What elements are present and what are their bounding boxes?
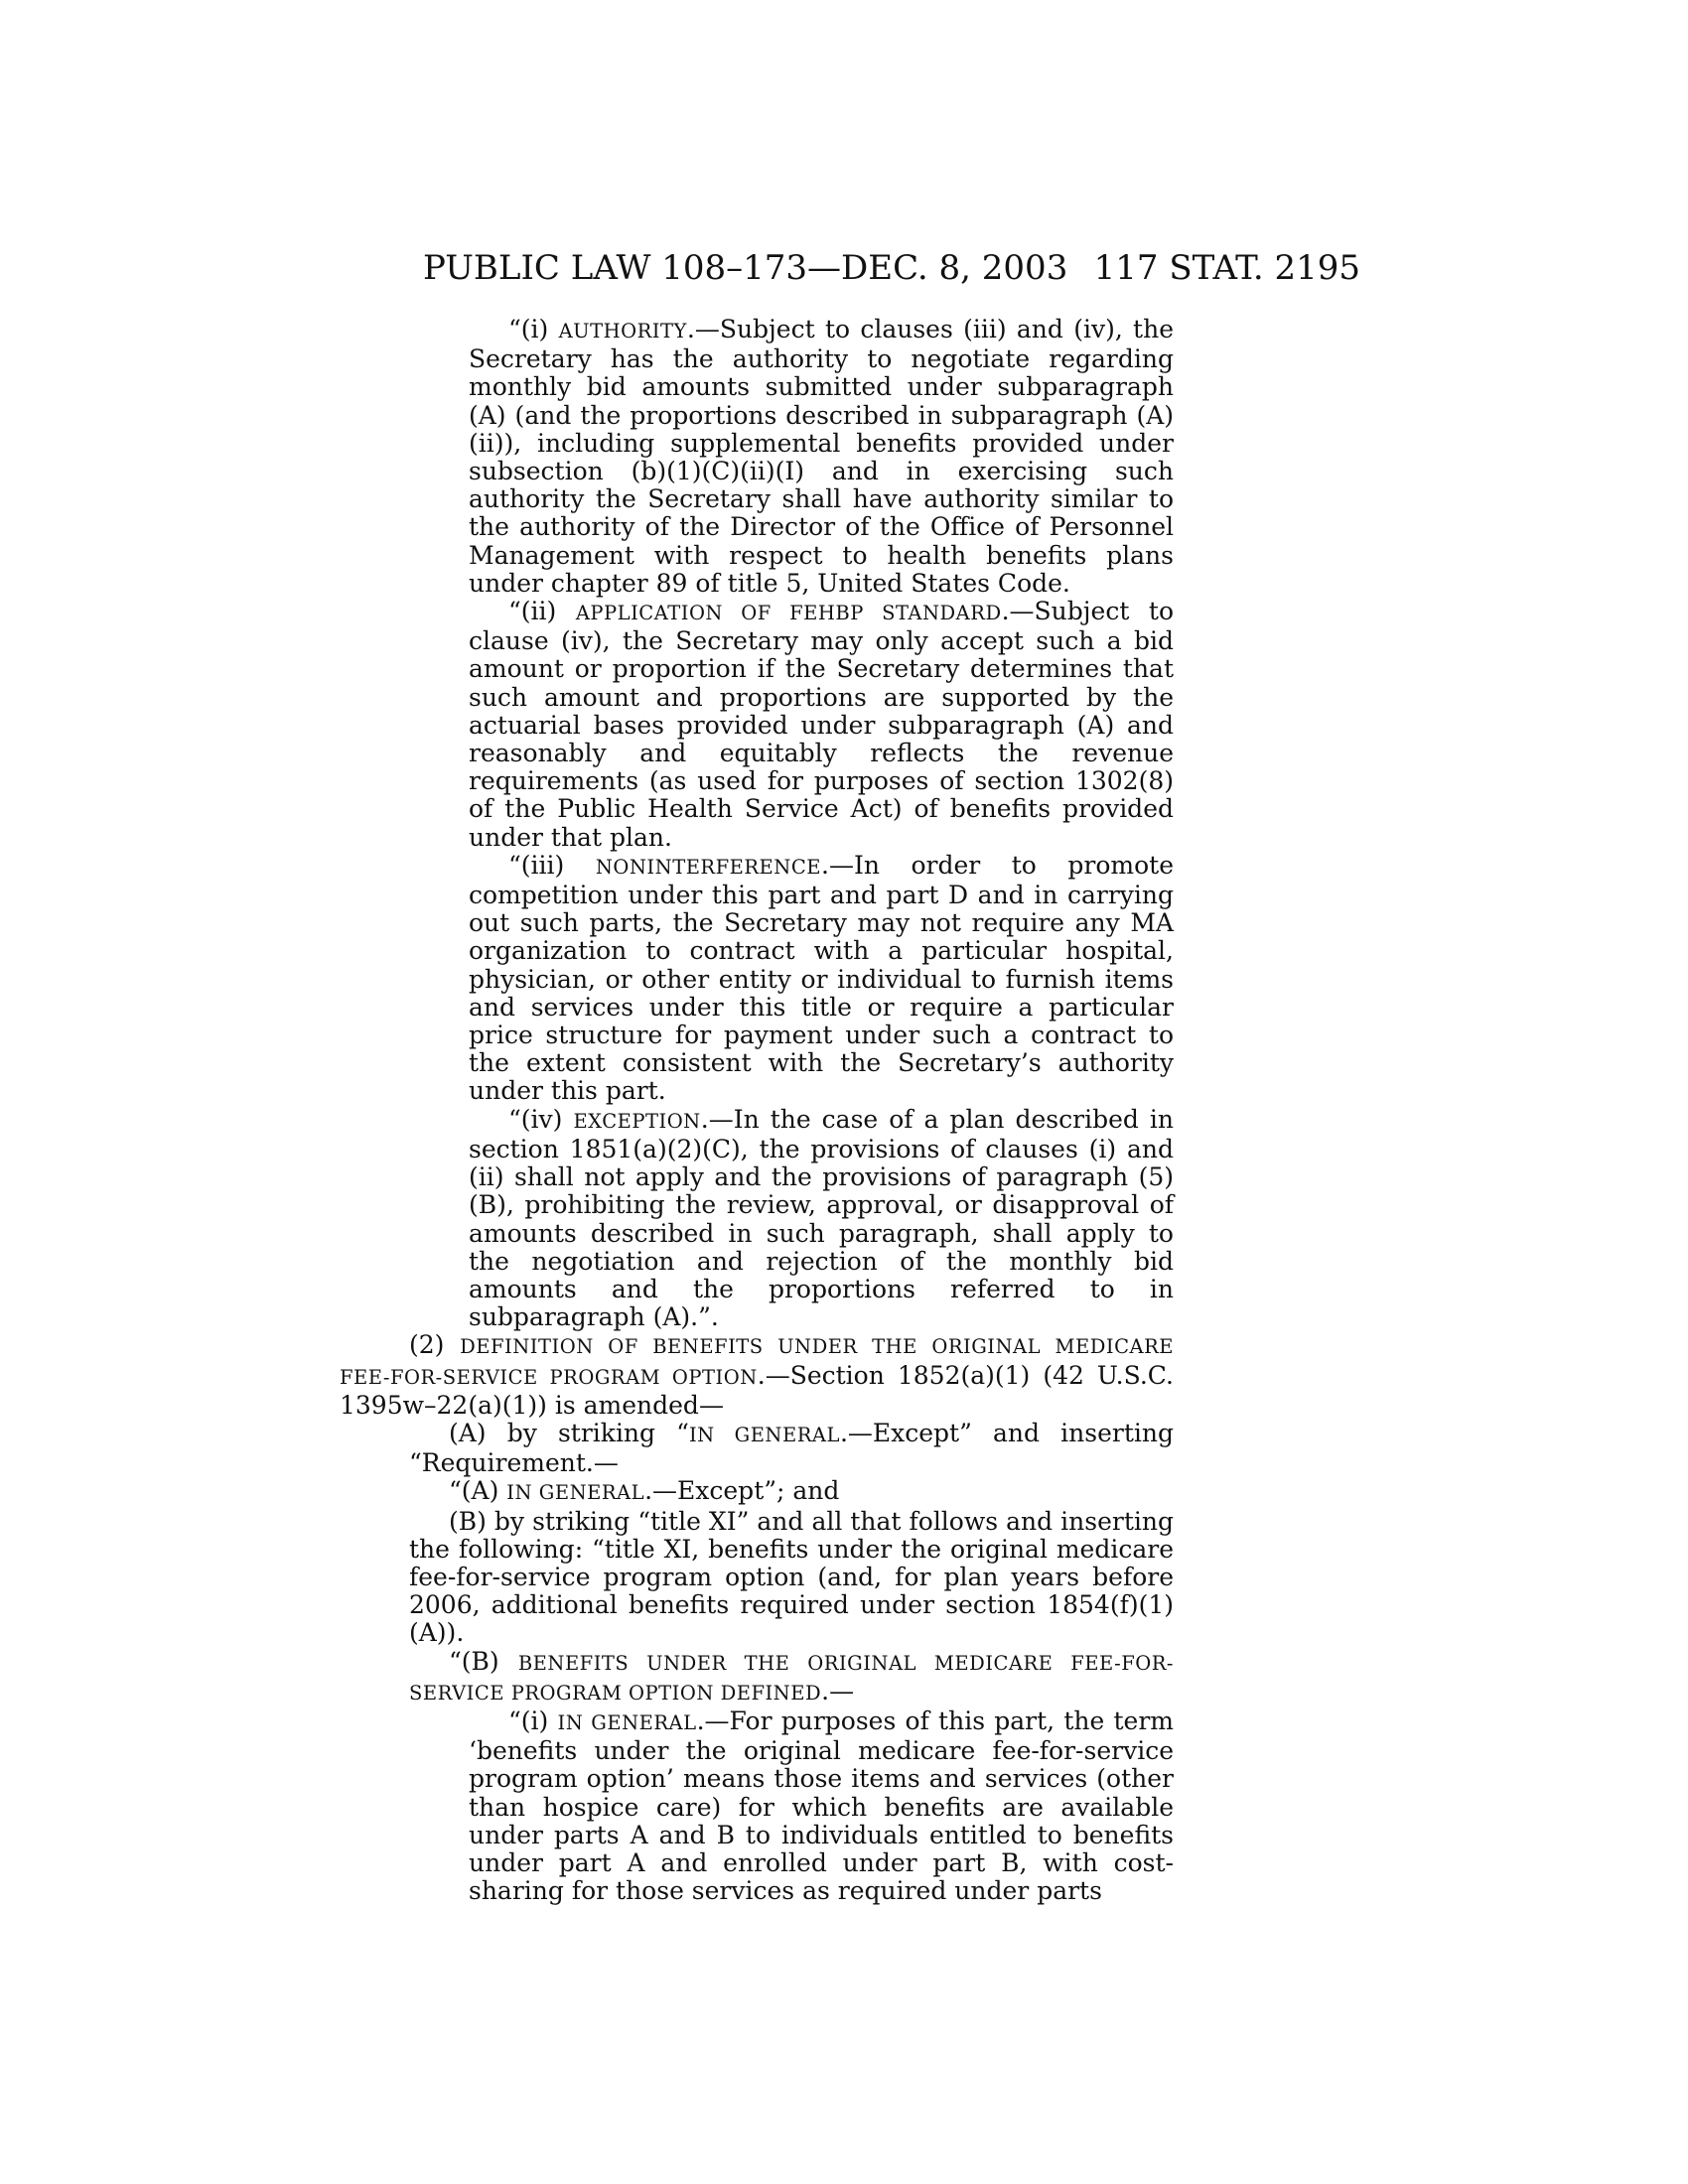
page-header [423, 244, 1360, 292]
clause-iv-exception: “(iv) EXCEPTION.—In the case of a plan described in section 1851(a)(2)(C), the provisions of clauses (i) and (ii) shall not apply and the provisions of paragraph (5)(B), prohibiting the review, approval, or disapproval of amounts described in such paragraph, shall apply to the negotiation and rejection of the monthly bid amounts and the proportions referred to in subparagraph (A).”. [469, 1104, 1174, 1332]
clause-iii-noninterference: “(iii) NONINTERFERENCE.—In order to promote competition under this part and part D and in carrying out such parts, the Secretary may not require any MA organization to contract with a particular hospital, physician, or other entity or individual to furnish items and services under this title or require a particular price structure for payment under such a contract to the extent consistent with the Secretary’s authority under this part. [469, 850, 1174, 1106]
clause-ii-fehbp: “(ii) APPLICATION OF FEHBP STANDARD.—Subject to clause (iv), the Secretary may only accept such a bid amount or proportion if the Secretary determines that such amount and proportions are supported by the actuarial bases provided under subparagraph (A) and reasonably and equitably reflects the revenue requirements (as used for purposes of section 1302(8) of the Public Health Service Act) of benefits provided under that plan. [469, 597, 1175, 852]
subparagraph-A-in-general: “(A) IN GENERAL.—Except”; and [449, 1476, 840, 1506]
subparagraph-B-benefits-defined: “(B) BENEFITS UNDER THE ORIGINAL MEDICARE FEE-FOR-SERVICE PROGRAM OPTION DEFINED.— [409, 1646, 1175, 1706]
subparagraph-B-striking: (B) by striking “title XI” and all that follows and inserting the following: “title XI, benefits under the original medicare fee-for-service program option (and, for plan years before 2006, additional benefits required under section 1854(f)(1)(A)). [409, 1506, 1174, 1648]
subparagraph-A-striking: (A) by striking “IN GENERAL.—Except” and inserting “Requirement.— [409, 1418, 1174, 1478]
running-head: PUBLIC LAW 108–173—DEC. 8, 2003 [423, 248, 1068, 288]
clause-i-in-general: “(i) IN GENERAL.—For purposes of this part, the term ‘benefits under the original medicare fee-for-service program option’ means those items and services (other than hospice care) for which benefits are available under parts A and B to individuals entitled to benefits under part A and enrolled under part B, with cost-sharing for those services as required under parts [469, 1706, 1174, 1906]
paragraph-2-definition: (2) DEFINITION OF BENEFITS UNDER THE ORIGINAL MEDICARE FEE-FOR-SERVICE PROGRAM OPTION.—Section 1852(a)(1) (42 U.S.C. 1395w–22(a)(1)) is amended— [340, 1330, 1174, 1420]
clause-i-authority: “(i) AUTHORITY.—Subject to clauses (iii) and (iv), the Secretary has the authority to negotiate regarding monthly bid amounts submitted under subparagraph (A) (and the proportions described in subparagraph (A)(ii)), including supplemental benefits provided under subsection (b)(1)(C)(ii)(I) and in exercising such authority the Secretary shall have authority similar to the authority of the Director of the Office of Personnel Management with respect to health benefits plans under chapter 89 of title 5, United States Code. [469, 315, 1175, 598]
page-number: 117 STAT. 2195 [1093, 248, 1360, 288]
statute-text [340, 316, 1174, 1905]
